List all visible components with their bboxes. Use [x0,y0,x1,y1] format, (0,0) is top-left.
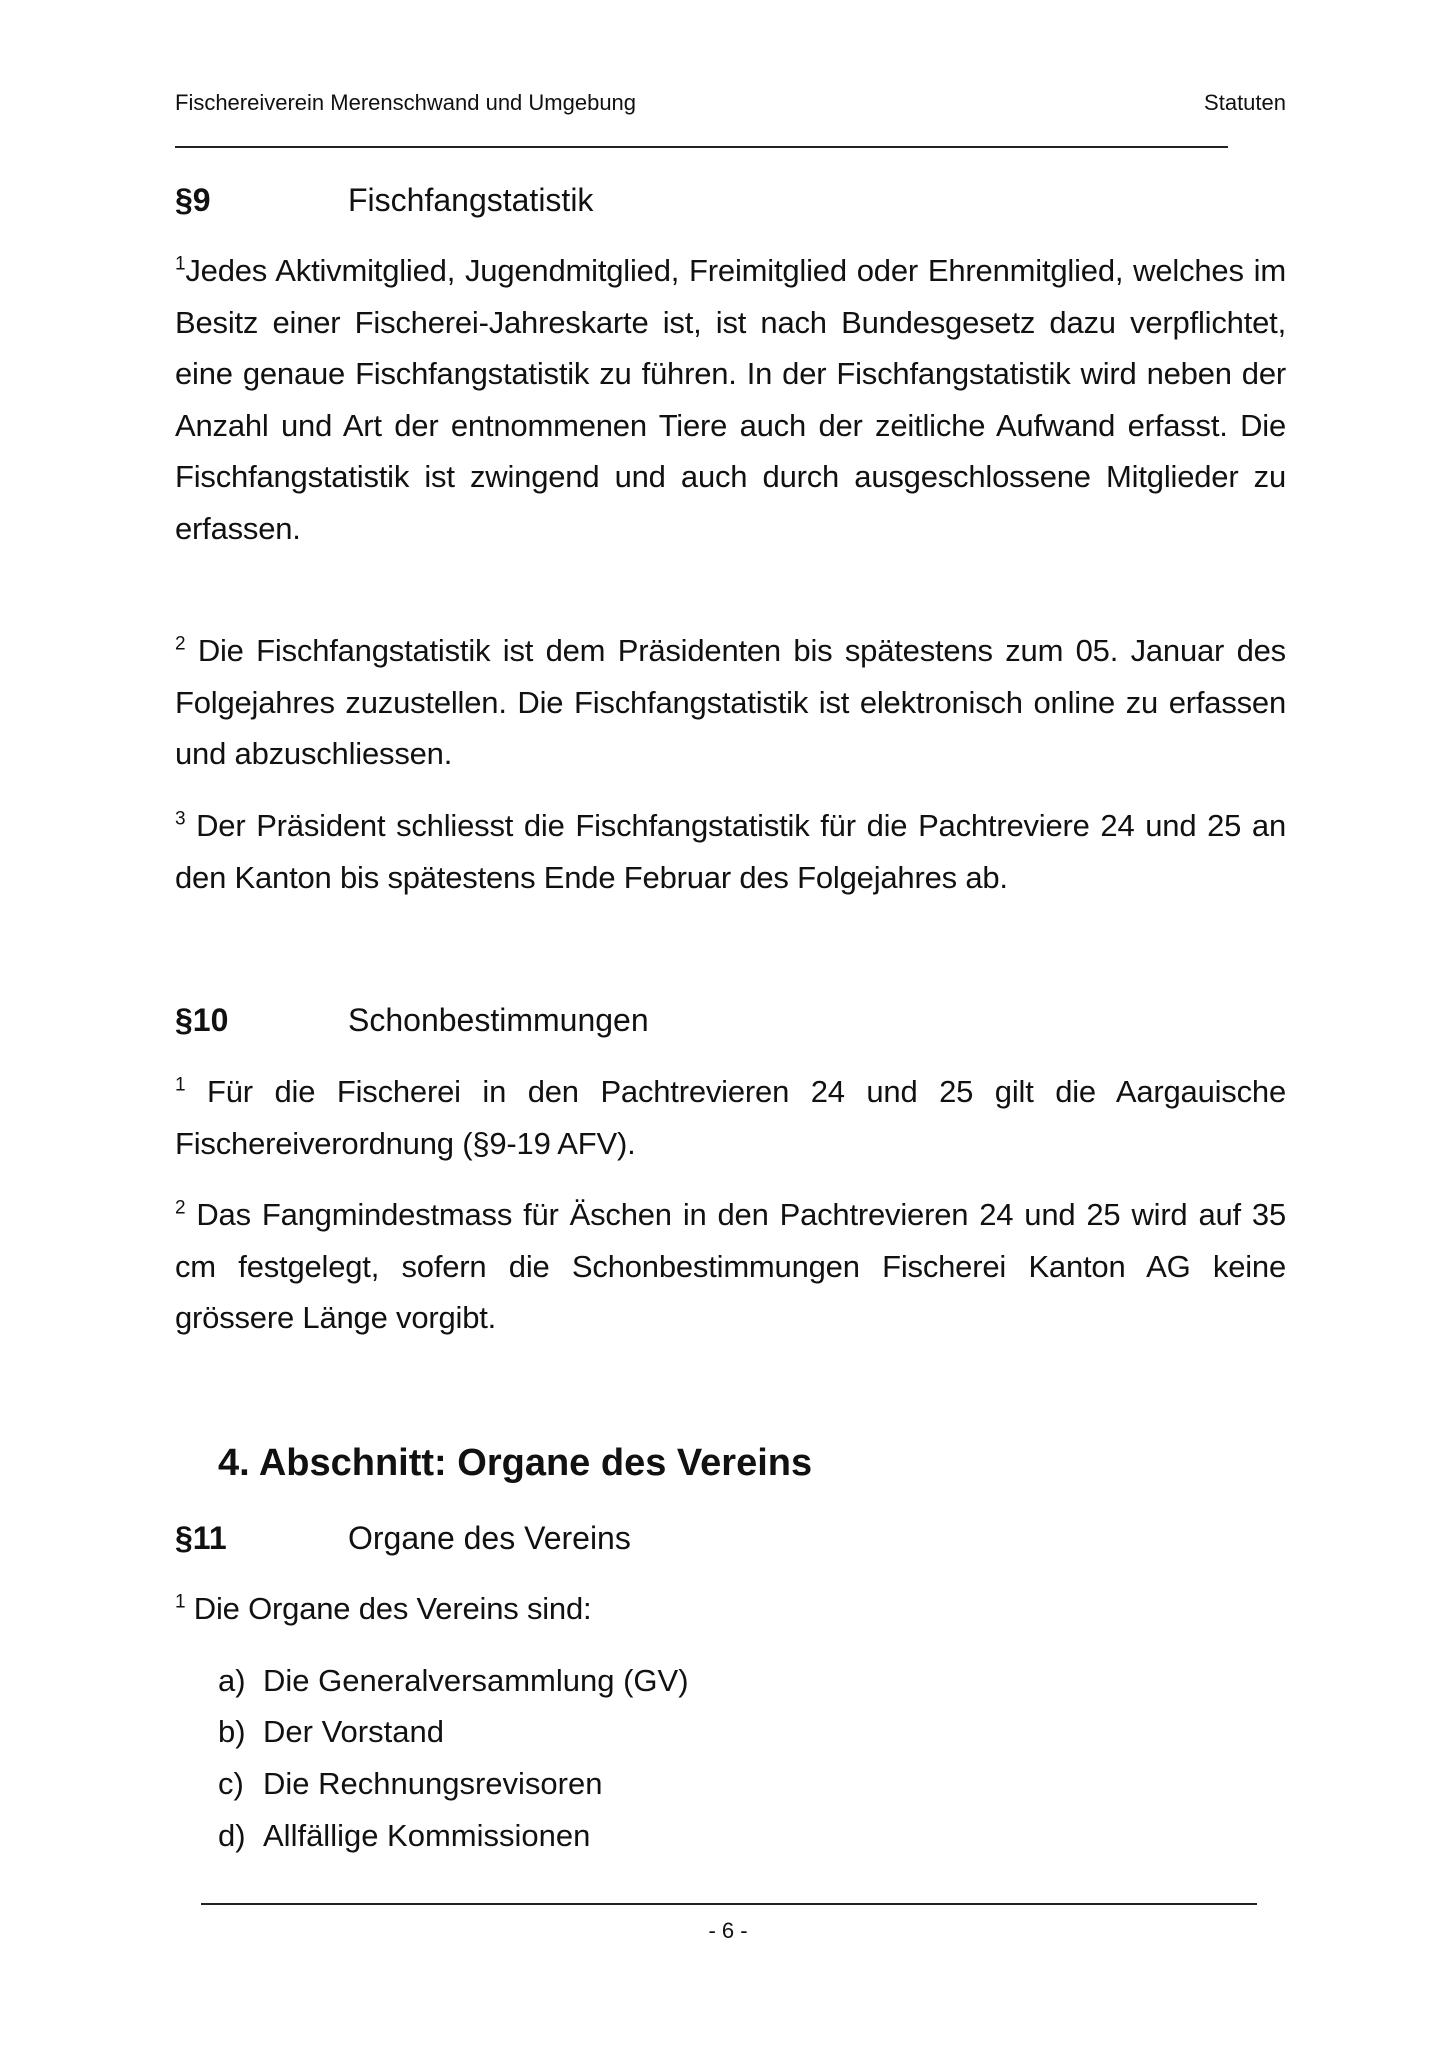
paragraph [175,625,1286,780]
paragraph-text: Die Organe des Vereins sind: [193,1591,592,1626]
list-text: Die Generalversammlung (GV) [263,1663,689,1698]
list-item [218,1661,689,1701]
paragraph-number: 2 [175,1197,186,1219]
list-text: Allfällige Kommissionen [263,1818,591,1853]
list-marker: a) [218,1663,246,1698]
paragraph-number: 1 [175,1591,186,1613]
list-item [218,1764,602,1804]
paragraph [175,800,1286,903]
paragraph [175,1583,1286,1635]
footer-rule [201,1903,1257,1905]
section-title: Schonbestimmungen [348,1002,649,1038]
section-title: Fischfangstatistik [348,182,594,218]
section-number: §9 [175,182,211,218]
paragraph-number: 1 [175,253,186,275]
section-11-heading [175,1518,631,1558]
paragraph [175,245,1286,554]
list-text: Der Vorstand [263,1714,444,1749]
list-item [218,1816,590,1856]
header-right: Statuten [1204,90,1286,115]
section-number: §10 [175,1002,229,1038]
paragraph-text: Das Fangmindestmass für Äschen in den Pachtrevieren 24 und 25 wird auf 35 cm festgelegt, sofern die Schonbestimmungen Fischerei Kanton AG keine grössere Länge vorgibt. [175,1197,1286,1335]
header-left: Fischereiverein Merenschwand und Umgebung [175,90,637,115]
list-marker: b) [218,1714,246,1749]
paragraph-number: 3 [175,808,186,830]
paragraph-number: 2 [175,633,186,655]
paragraph-text: Für die Fischerei in den Pachtrevieren 24 und 25 gilt die Aargauische Fischereiverordnung (§9-19 AFV). [175,1074,1286,1161]
paragraph [175,1066,1286,1169]
list-marker: d) [218,1818,246,1853]
paragraph-text: Die Fischfangstatistik ist dem Präsidenten bis spätestens zum 05. Januar des Folgejahres zuzustellen. Die Fischfangstatistik ist elektronisch online zu erfassen und abzuschliessen. [175,633,1286,771]
section-10-heading [175,1000,649,1040]
paragraph-text: Jedes Aktivmitglied, Jugendmitglied, Freimitglied oder Ehrenmitglied, welches im Besitz einer Fischerei-Jahreskarte ist, ist nach Bundesgesetz dazu verpflichtet, eine genaue Fischfangstatistik zu führen. In der Fischfangstatistik wird neben der Anzahl und Art der entnommenen Tiere auch der zeitliche Aufwand erfasst. Die Fischfangstatistik ist zwingend und auch durch ausgeschlossene Mitglieder zu erfassen. [175,253,1286,546]
page-number: - 6 - [708,1918,748,1943]
section-9-heading [175,180,593,220]
list-text: Die Rechnungsrevisoren [263,1766,603,1801]
paragraph [175,1189,1286,1344]
section-title: Organe des Vereins [348,1520,631,1556]
paragraph-number: 1 [175,1074,186,1096]
list-item [218,1712,444,1752]
paragraph-text: Der Präsident schliesst die Fischfangstatistik für die Pachtreviere 24 und 25 an den Kanton bis spätestens Ende Februar des Folgejahres ab. [175,808,1286,895]
section-number: §11 [175,1520,227,1556]
header-rule [175,146,1228,148]
chapter-heading: 4. Abschnitt: Organe des Vereins [218,1442,813,1484]
list-marker: c) [218,1766,244,1801]
